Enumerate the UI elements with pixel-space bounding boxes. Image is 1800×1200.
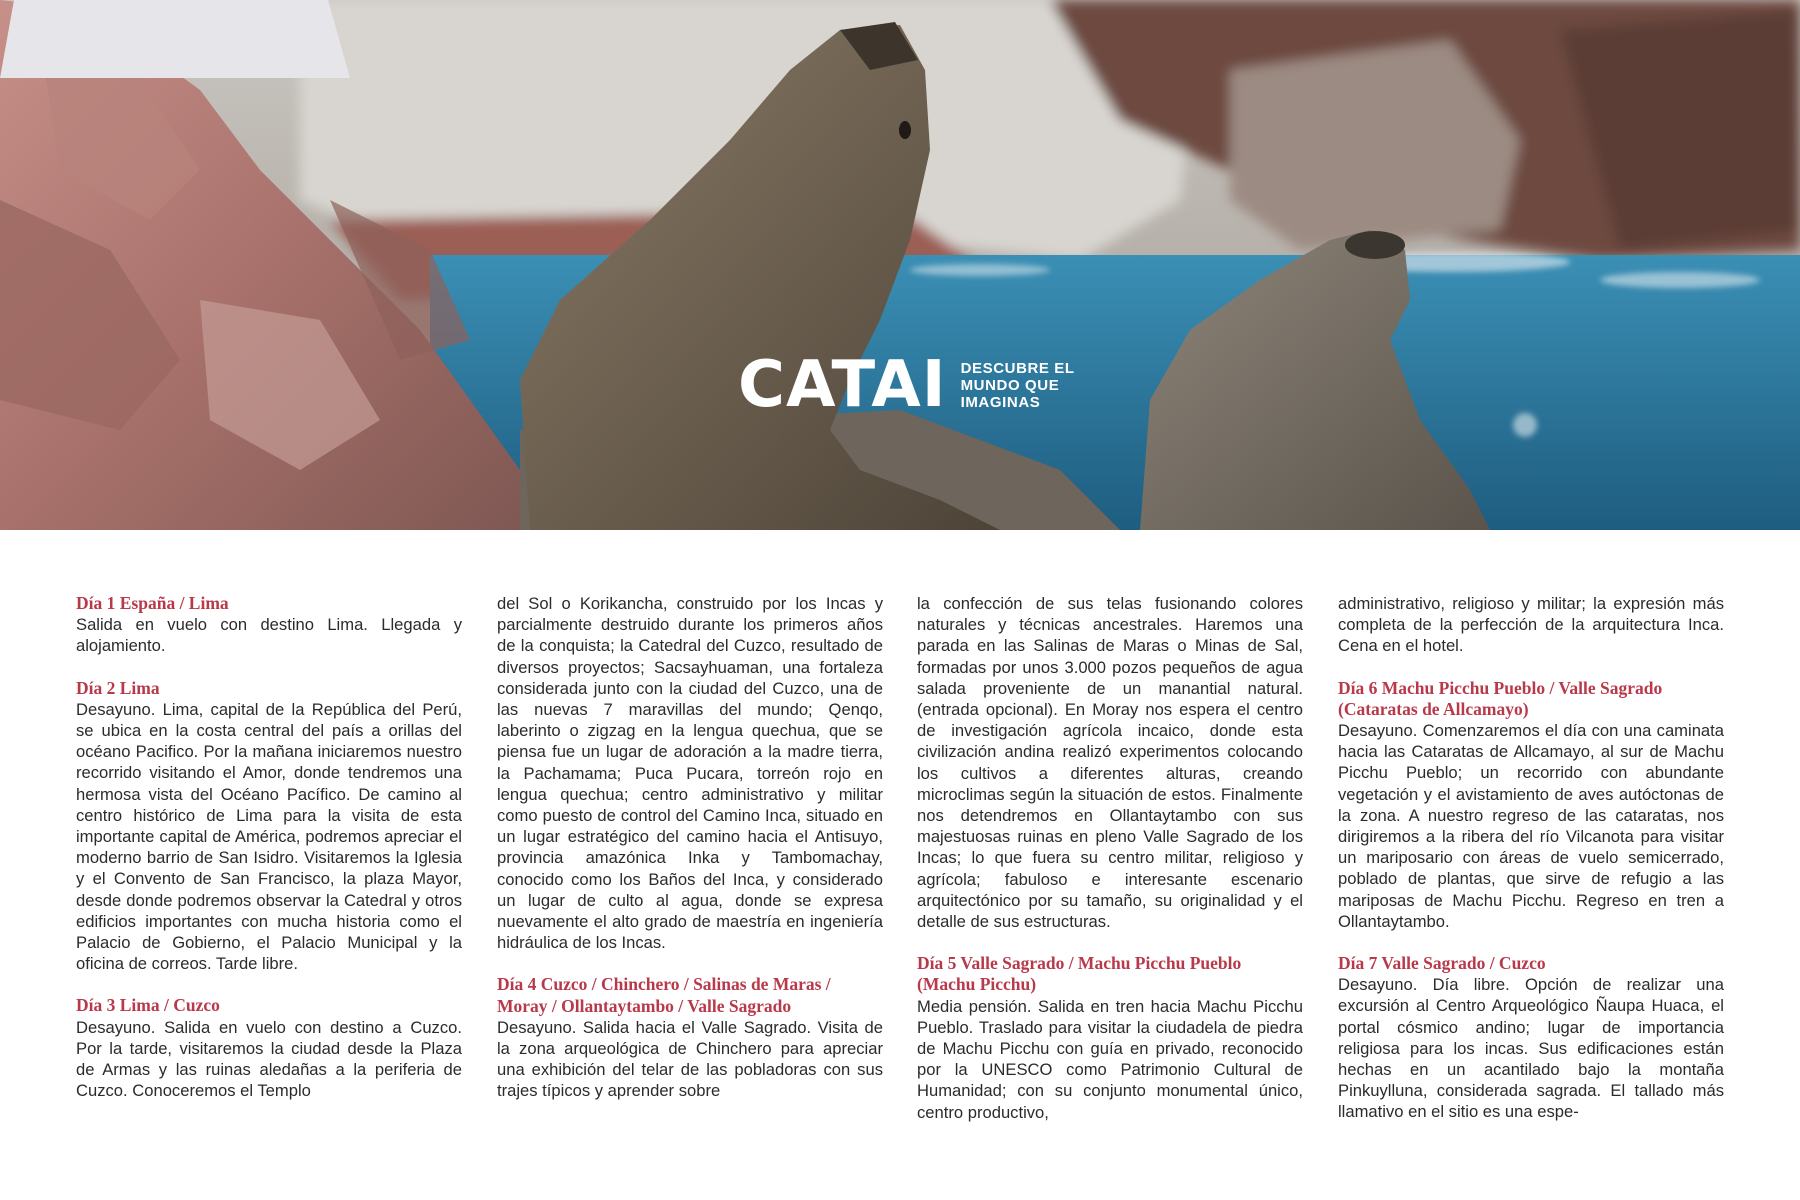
tagline-line: MUNDO QUE xyxy=(960,376,1060,394)
tagline-line: DESCUBRE EL xyxy=(960,359,1075,377)
day-title: Día 1 España / Lima xyxy=(76,593,229,613)
day-text-continued: del Sol o Korikancha, construido por los Incas y parcialmente destruido durante los primeros años de la conquista; la Catedral del Cuzco, resultado de diversos proyectos; Sacsayhuaman, una fortaleza considerada junto con la ciudad del Cuzco, una de las nuevas 7 maravillas del mundo; Qenqo, laberinto o zigzag en la lengua quechua, que se piensa fue un lugar de adoración a la madre tierra, la Pachamama; Puca Pucara, torreón rojo en lengua quechua; centro administrativo y militar como puesto de control del Camino Inca, situado en un lugar estratégico del camino hacia el Antisuyo, provincia amazónica Inka y Tambomachay, conocido como los Baños del Inca, y considerado un lugar de culto al agua, donde se expresa nuevamente el alto grado de maestría en ingeniería hidráulica de los Incas. xyxy=(497,594,883,953)
day-block xyxy=(76,593,462,657)
day-block xyxy=(76,995,462,1101)
sea-lions-photo-illustration xyxy=(0,0,1800,530)
day-text: Desayuno. Comenzaremos el día con una caminata hacia las Cataratas de Allcamayo, al sur de Machu Picchu Pueblo; un recorrido con abundante vegetación y el avistamiento de aves autóctonas de la zona. A nuestro regreso de las cataratas, nos dirigiremos a la ribera del río Vilcanota para visitar un mariposario con áreas de vuelo semicerrado, poblado de plantas, que sirve de refugio a las mariposas de Machu Picchu. Regreso en tren a Ollantaytambo. xyxy=(1338,721,1724,931)
day-block xyxy=(497,974,883,1101)
column-4 xyxy=(1338,593,1724,1123)
brand-logo xyxy=(738,350,1091,420)
day-title: Día 4 Cuzco / Chinchero / Salinas de Maras / Moray / Ollantaytambo / Valle Sagrado xyxy=(497,974,831,1016)
day-text: Desayuno. Salida hacia el Valle Sagrado. Visita de la zona arqueológica de Chinchero para apreciar una exhibición del telar de las pobladoras con sus trajes típicos y aprender sobre xyxy=(497,1017,883,1101)
day-title: Día 6 Machu Picchu Pueblo / Valle Sagrado (Cataratas de Allcamayo) xyxy=(1338,677,1663,719)
brand-name: CATAI xyxy=(738,348,947,422)
day-title: Día 5 Valle Sagrado / Machu Picchu Pueblo (Machu Picchu) xyxy=(917,953,1242,995)
day-block xyxy=(497,593,883,953)
day-title: Día 7 Valle Sagrado / Cuzco xyxy=(1338,953,1546,974)
hero-photo xyxy=(0,0,1800,530)
day-block xyxy=(1338,678,1724,932)
day-text: Desayuno. Salida en vuelo con destino a Cuzco. Por la tarde, visitaremos la ciudad desde la Plaza de Armas y las ruinas aledañas a la periferia de Cuzco. Conoceremos el Templo xyxy=(76,1017,462,1101)
day-block xyxy=(1338,593,1724,657)
day-title: Día 2 Lima xyxy=(76,677,160,698)
column-2 xyxy=(497,593,883,1102)
day-block xyxy=(917,953,1303,1123)
day-text-continued: la confección de sus telas fusionando colores naturales y técnicas ancestrales. Haremos una parada en las Salinas de Maras o Minas de Sal, formadas por unos 3.000 pozos pequeños de agua salada proveniente de un manantial natural. (entrada opcional). En Moray nos espera el centro de investigación agrícola incaico, donde esta civilización andina realizó experimentos colocando los cultivos a diferentes alturas, creando microclimas según la situación de estos. Finalmente nos detendremos en Ollantaytambo con sus majestuosas ruinas en pleno Valle Sagrado de los Incas; lo que fuera su centro militar, religioso y agrícola; fabuloso e interesante escenario arquitectónico por su tamaño, su originalidad y el detalle de sus estructuras. xyxy=(917,594,1303,932)
day-text-continued: administrativo, religioso y militar; la expresión más completa de la perfección de la arquitectura Inca. Cena en el hotel. xyxy=(1338,594,1724,656)
day-text: Media pensión. Salida en tren hacia Machu Picchu Pueblo. Traslado para visitar la ciudadela de piedra de Machu Picchu con guía en privado, reconocido por la UNESCO como Patrimonio Cultural de Humanidad; con su conjunto monumental único, centro productivo, xyxy=(917,996,1303,1122)
column-3 xyxy=(917,593,1303,1123)
itinerary-columns xyxy=(0,593,1800,1153)
day-block xyxy=(917,593,1303,932)
brand-tagline xyxy=(961,360,1091,411)
page-tab-shape xyxy=(0,0,350,78)
day-title: Día 3 Lima / Cuzco xyxy=(76,995,220,1016)
day-text: Salida en vuelo con destino Lima. Llegada y alojamiento. xyxy=(76,615,462,656)
day-block xyxy=(76,678,462,975)
day-text: Desayuno. Día libre. Opción de realizar una excursión al Centro Arqueológico Ñaupa Huaca, el portal cósmico andino; lugar de importancia religiosa para los incas. Sus edificaciones están hechas en un acantilado bajo la montaña Pinkuylluna, considerada sagrada. El tallado más llamativo en el sitio es una espe- xyxy=(1338,975,1724,1122)
day-text: Desayuno. Lima, capital de la República del Perú, se ubica en la costa central del país a orillas del océano Pacifico. Por la mañana iniciaremos nuestro recorrido visitando el Amor, donde tendremos una hermosa vista del Océano Pacífico. De camino al centro histórico de Lima para la visita de esta importante capital de América, podremos apreciar el moderno barrio de San Isidro. Visitaremos la Iglesia y el Convento de San Francisco, la plaza Mayor, desde donde podremos observar la Catedral y otros edificios importantes con mucha historia como el Palacio de Gobierno, el Palacio Municipal y la oficina de correos. Tarde libre. xyxy=(76,699,462,974)
tagline-line: IMAGINAS xyxy=(960,393,1041,411)
day-block xyxy=(1338,953,1724,1123)
column-1 xyxy=(76,593,462,1101)
